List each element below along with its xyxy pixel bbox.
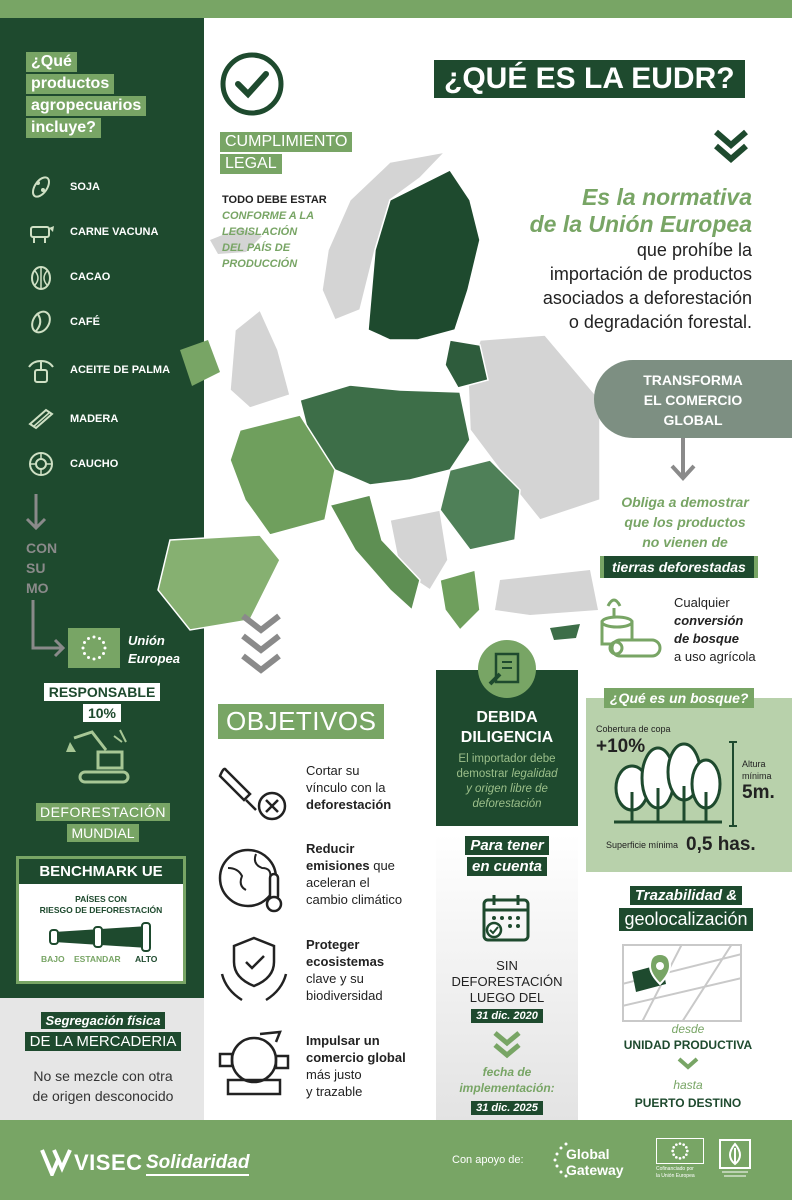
list-item: CACAO — [26, 254, 196, 299]
globe-thermometer-icon — [216, 844, 292, 916]
leaf-seal-icon — [718, 1138, 752, 1178]
legal-text: TODO DEBE ESTAR CONFORME A LA LEGISLACIÓN DEL PAÍS DE PRODUCCIÓN — [222, 194, 327, 270]
risk-low: BAJO — [41, 954, 65, 964]
coffee-icon — [26, 307, 56, 337]
double-chevron-down-icon — [712, 128, 750, 166]
objective-1: Cortar su vínculo con la deforestación — [216, 760, 426, 826]
sidebar-title: ¿Qué productos agropecuarios incluye? — [26, 52, 176, 138]
page-title: ¿QUÉ ES LA EUDR? — [434, 60, 745, 98]
triple-chevron-down-icon — [240, 612, 282, 674]
superficie-value: 0,5 has. — [686, 834, 756, 855]
shield-hands-icon — [216, 934, 292, 1008]
responsable-label: RESPONSABLE — [42, 684, 162, 702]
palm-oil-icon — [26, 355, 56, 385]
date-2020: 31 dic. 2020 — [436, 1006, 578, 1024]
global-trade-icon — [216, 1028, 292, 1102]
traza-unidad: UNIDAD PRODUCTIVA — [623, 1038, 753, 1052]
map-ireland — [180, 340, 220, 386]
list-item: SOJA — [26, 164, 196, 209]
eu-stars-icon — [670, 1141, 690, 1161]
transforma-badge: TRANSFORMA EL COMERCIO GLOBAL — [594, 360, 792, 438]
fecha-label: fecha de implementación: — [459, 1065, 555, 1095]
map-cyprus — [550, 624, 580, 640]
calendar-icon — [480, 892, 532, 944]
benchmark-title: BENCHMARK UE — [19, 859, 183, 884]
altura-label: Altura mínima — [742, 759, 772, 781]
diligencia-text: El importador debe demostrar legalidad y origen libre de deforestación — [456, 753, 558, 810]
segregation-text: No se mezcle con otra de origen desconocido — [32, 1068, 174, 1104]
benchmark-box — [16, 856, 186, 984]
list-item: CAUCHO — [26, 441, 196, 486]
map-turkey — [495, 570, 598, 615]
map-pin-grid-icon — [622, 944, 742, 1022]
list-item: ACEITE DE PALMA — [26, 344, 196, 396]
cobertura-value: +10% — [596, 736, 646, 757]
list-item: CARNE VACUNA — [26, 209, 196, 254]
bosque-title: ¿Qué es un bosque? — [604, 688, 754, 708]
obliga-text: Obliga a demostrar que los productos no vienen de — [621, 494, 749, 550]
legal-title: CUMPLIMIENTO LEGAL — [220, 132, 352, 174]
apoyo-label: Con apoyo de: — [452, 1154, 524, 1166]
rubber-icon — [26, 449, 56, 479]
map-greece — [440, 570, 480, 630]
chevron-down-icon — [676, 1056, 700, 1072]
objetivos-title: OBJETIVOS — [218, 704, 384, 739]
eu-label: Unión Europea — [128, 633, 181, 666]
visec-logo: VISEC — [74, 1150, 143, 1175]
cobertura-label: Cobertura de copa — [596, 724, 671, 734]
traza-puerto: PUERTO DESTINO — [634, 1096, 742, 1110]
check-icon — [218, 50, 286, 118]
traza-hasta: hasta — [673, 1078, 703, 1092]
diligencia-title: DEBIDA DILIGENCIA — [460, 709, 554, 746]
excavator-icon — [62, 728, 142, 788]
benchmark-subtitle: PAÍSES CON RIESGO DE DEFORESTACIÓN — [39, 894, 163, 915]
global-gateway-logo: Global Gateway — [566, 1146, 624, 1178]
consumo-label: CON SU MO — [26, 540, 58, 596]
segregation-title: Segregación física DE LA MERCADERIA — [10, 1012, 196, 1051]
cocoa-icon — [26, 262, 56, 292]
stump-icon — [594, 592, 668, 664]
eu-flag — [68, 628, 120, 668]
visec-logo-icon — [40, 1148, 72, 1176]
solidaridad-logo: Solidaridad — [146, 1152, 249, 1176]
map-uk — [230, 310, 290, 408]
arrow-down-icon — [668, 436, 698, 486]
cow-icon — [26, 217, 56, 247]
list-item: MADERA — [26, 396, 196, 441]
conversion-text: Cualquier conversión de bosque a uso agrícola — [674, 595, 756, 664]
soy-icon — [26, 172, 56, 202]
wood-icon — [26, 404, 56, 434]
top-bar — [0, 0, 792, 18]
gavel-icon — [476, 638, 538, 700]
trazabilidad-title: Trazabilidad & geolocalización — [596, 886, 776, 931]
objective-3: Proteger ecosistemas clave y su biodiversidad — [216, 934, 426, 1014]
double-chevron-down-icon — [492, 1030, 522, 1060]
objective-2: Reducir emisiones que aceleran el cambio climático — [216, 840, 426, 920]
height-bracket-icon — [728, 740, 738, 828]
risk-standard: ESTANDAR — [74, 954, 121, 964]
axe-icon — [216, 760, 292, 826]
sin-deforestacion: SIN DEFORESTACIÓN LUEGO DEL — [451, 958, 563, 1005]
list-item: CAFÉ — [26, 299, 196, 344]
objective-4: Impulsar un comercio global más justo y trazable — [216, 1028, 426, 1108]
risk-high: ALTO — [135, 954, 158, 964]
date-2025: 31 dic. 2025 — [436, 1098, 578, 1116]
deforestacion-label: DEFORESTACIÓN MUNDIAL — [28, 804, 178, 843]
altura-value: 5m. — [742, 782, 775, 803]
definition: Es la normativa de la Unión Europea que prohíbe la importación de productos asociados a deforestación o degradación forestal. — [529, 184, 752, 332]
eu-stars-icon — [79, 633, 109, 663]
percent-label: 10% — [42, 705, 162, 723]
eu-cofinanced-logo: Cofinanciado por la Unión Europea — [656, 1138, 704, 1180]
arrow-right-icon — [30, 598, 68, 658]
superficie-label: Superficie mínima — [606, 840, 679, 850]
trees-icon — [612, 742, 724, 826]
tener-title: Para tener en cuenta — [436, 836, 578, 876]
arrow-down-icon — [24, 492, 48, 534]
tierras-label: tierras deforestadas — [600, 556, 758, 578]
traza-desde: desde — [671, 1022, 705, 1036]
risk-gauge-icon — [46, 922, 156, 952]
